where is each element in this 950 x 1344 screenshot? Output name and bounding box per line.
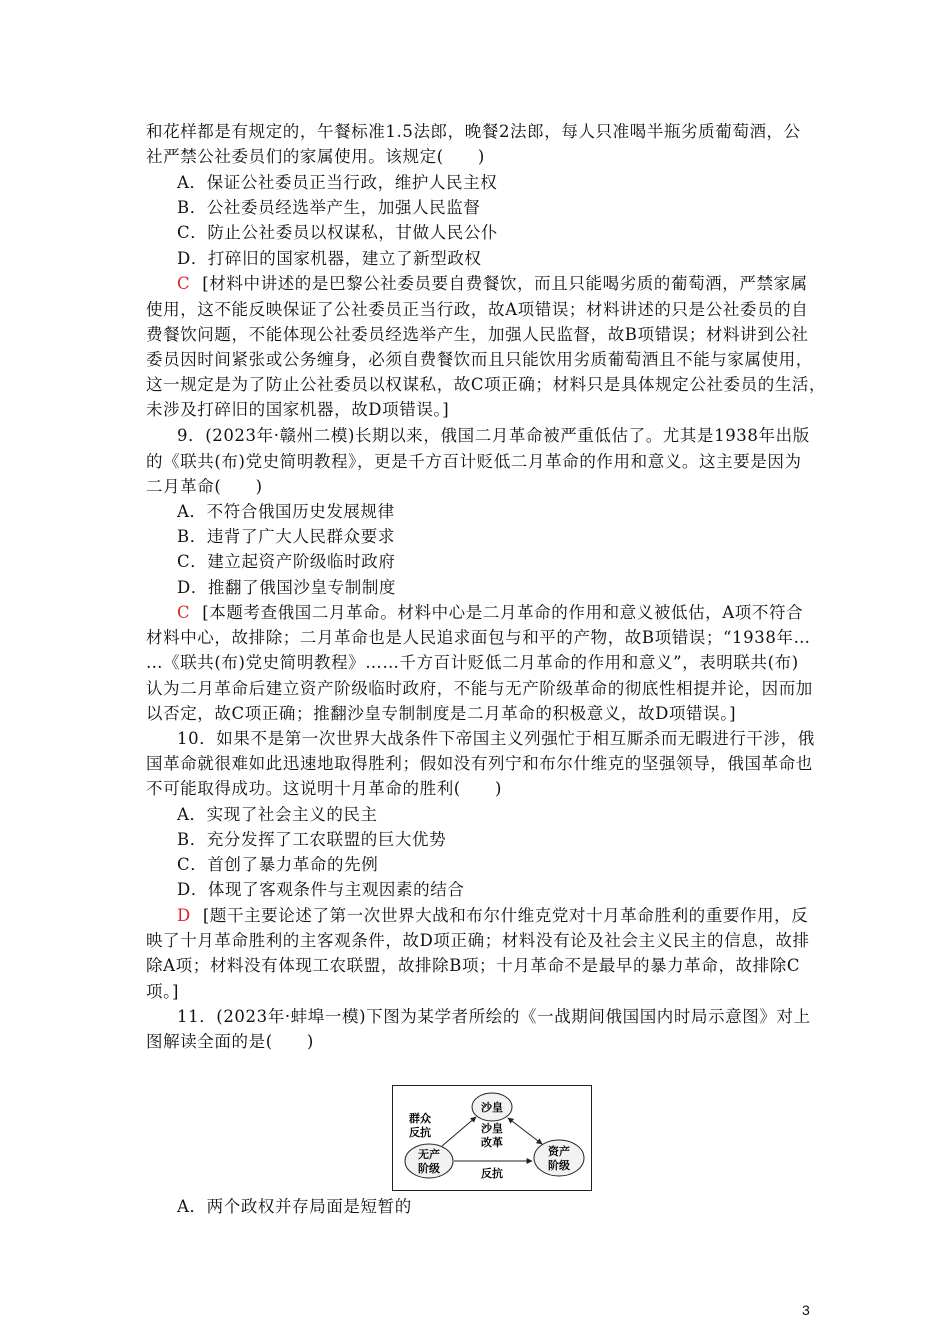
q10-explanation-line: 除A项；材料没有体现工农联盟，故排除B项；十月革命不是最早的暴力革命，故排除C: [146, 956, 801, 975]
label-tsar-reform: 改革: [481, 1136, 503, 1149]
q11-stem-line: 图解读全面的是( ): [146, 1032, 314, 1051]
q9-option-c: C．建立起资产阶级临时政府: [177, 552, 396, 571]
q10-stem-line: 国革命就很难如此迅速地取得胜利；假如没有列宁和布尔什维克的坚强领导，俄国革命也: [146, 754, 813, 773]
node-proletariat-label: 阶级: [418, 1162, 440, 1175]
q8-option-d: D．打碎旧的国家机器，建立了新型政权: [177, 249, 482, 268]
q10-answer-letter: D: [177, 906, 191, 925]
q8-explanation-line: 费餐饮问题，不能体现公社委员经选举产生，加强人民监督，故B项错误；材料讲到公社: [146, 325, 809, 344]
q9-option-d: D．推翻了俄国沙皇专制制度: [177, 578, 397, 597]
q9-stem-line: 二月革命( ): [146, 477, 263, 496]
label-mass-resistance: 反抗: [409, 1126, 431, 1139]
q10-option-c: C．首创了暴力革命的先例: [177, 855, 379, 874]
q8-explanation-line: 这一规定是为了防止公社委员以权谋私，故C项正确；材料只是具体规定公社委员的生活，: [146, 375, 827, 394]
q9-explanation-line: 材料中心，故排除；二月革命也是人民追求面包与和平的产物，故B项错误；“1938年…: [146, 628, 811, 647]
q10-option-a: A．实现了社会主义的民主: [177, 805, 378, 824]
q9-explanation-line: …《联共(布)党史简明教程》……千方百计贬低二月革命的作用和意义”，表明联共(布): [146, 653, 799, 672]
q8-explanation-line: 委员因时间紧张或公务缠身，必须自费餐饮而且只能饮用劣质葡萄酒且不能与家属使用，: [146, 350, 813, 369]
q8-stem-line: 和花样都是有规定的，午餐标准1.5法郎，晚餐2法郎，每人只准喝半瓶劣质葡萄酒，公: [146, 122, 801, 141]
q8-option-b: B．公社委员经选举产生，加强人民监督: [177, 198, 481, 217]
q9-explanation-line: C [本题考查俄国二月革命。材料中心是二月革命的作用和意义被低估，A项不符合: [177, 603, 804, 622]
q8-explanation-line: 未涉及打碎旧的国家机器，故D项错误。]: [146, 400, 450, 419]
q10-explanation-line: 映了十月革命胜利的主客观条件，故D项正确；材料没有论及社会主义民主的信息，故排: [146, 931, 810, 950]
q10-explanation-line: 项。]: [146, 982, 179, 1001]
node-bourgeoisie-label: 资产: [548, 1145, 570, 1158]
q8-option-a: A．保证公社委员正当行政，维护人民主权: [177, 173, 498, 192]
q9-option-b: B．违背了广大人民群众要求: [177, 527, 395, 546]
q8-stem-line: 社严禁公社委员们的家属使用。该规定( ): [146, 147, 485, 166]
q8-explanation-line: 使用，这不能反映保证了公社委员正当行政，故A项错误；材料讲述的只是公社委员的自: [146, 300, 809, 319]
q10-option-b: B．充分发挥了工农联盟的巨大优势: [177, 830, 447, 849]
q8-option-c: C．防止公社委员以权谋私，甘做人民公仆: [177, 223, 499, 242]
label-tsar-reform: 沙皇: [481, 1122, 503, 1135]
q9-explanation-line: 认为二月革命后建立资产阶级临时政府，不能与无产阶级革命的彻底性相提并论，因而加: [146, 679, 813, 698]
q10-option-d: D．体现了客观条件与主观因素的结合: [177, 880, 465, 899]
label-mass-resistance: 群众: [409, 1112, 431, 1125]
q9-stem-line: 的《联共(布)党史简明教程》，更是千方百计贬低二月革命的作用和意义。这主要是因为: [146, 452, 802, 471]
q9-explanation-line: 以否定，故C项正确；推翻沙皇专制制度是二月革命的积极意义，故D项错误。]: [146, 704, 737, 723]
q9-stem-line: 9．(2023年·赣州二模)长期以来，俄国二月革命被严重低估了。尤其是1938年出版: [177, 426, 810, 445]
q11-stem-line: 11．(2023年·蚌埠一模)下图为某学者所绘的《一战期间俄国国内时局示意图》对上: [177, 1007, 811, 1026]
node-tsar-label: 沙皇: [481, 1101, 503, 1114]
q10-explanation-line: D [题干主要论述了第一次世界大战和布尔什维克党对十月革命胜利的重要作用，反: [177, 906, 809, 925]
label-resistance: 反抗: [481, 1167, 503, 1180]
q11-option-a: A．两个政权并存局面是短暂的: [177, 1197, 412, 1216]
q9-option-a: A．不符合俄国历史发展规律: [177, 502, 395, 521]
russia-situation-diagram: [392, 1085, 592, 1191]
q10-stem-line: 10．如果不是第一次世界大战条件下帝国主义列强忙于相互厮杀而无暇进行干涉，俄: [177, 729, 815, 748]
q10-stem-line: 不可能取得成功。这说明十月革命的胜利( ): [146, 779, 503, 798]
node-bourgeoisie-label: 阶级: [548, 1159, 570, 1172]
page-number: 3: [802, 1302, 810, 1318]
q9-answer-letter: C: [177, 603, 191, 622]
q8-answer-letter: C: [177, 274, 191, 293]
q8-explanation-line: C [材料中讲述的是巴黎公社委员要自费餐饮，而且只能喝劣质的葡萄酒，严禁家属: [177, 274, 808, 293]
node-proletariat-label: 无产: [418, 1148, 440, 1161]
